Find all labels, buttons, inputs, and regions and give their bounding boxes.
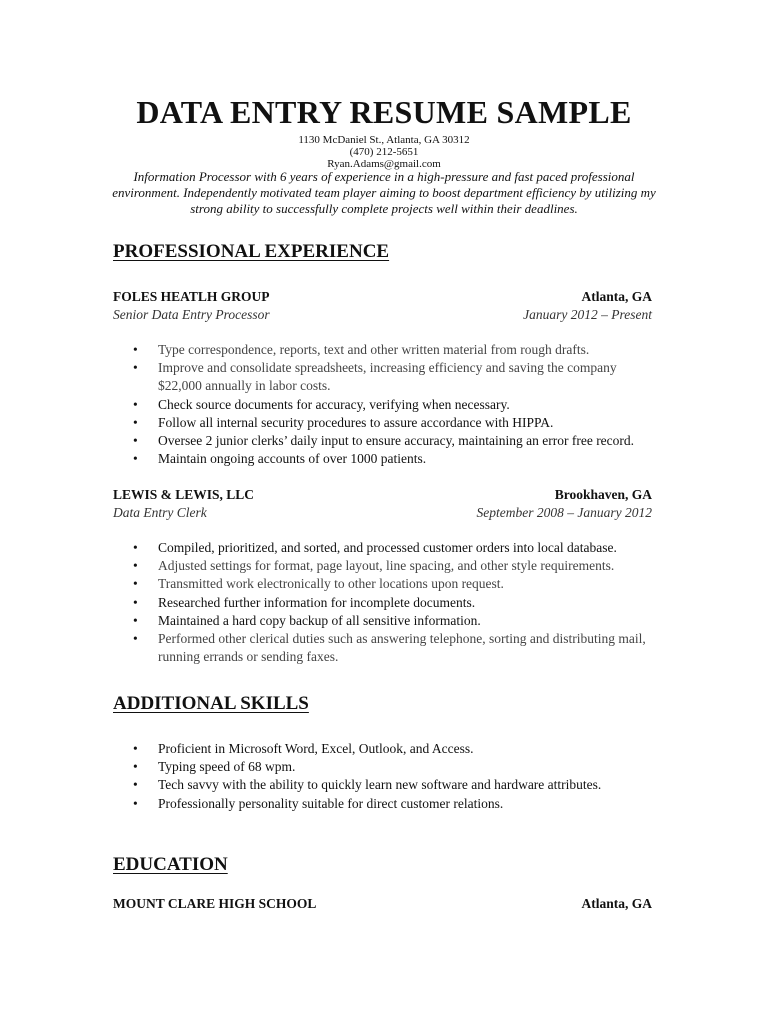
list-item: • Improve and consolidate spreadsheets, increasing efficiency and saving the company $22,000 annually in labor costs.	[130, 359, 660, 395]
job-subheader-2	[113, 504, 652, 522]
list-item: • Performed other clerical duties such as answering telephone, sorting and distributing mail, running errands or sending faxes.	[130, 630, 660, 666]
professional-summary: Information Processor with 6 years of experience in a high-pressure and fast paced professional environment. Independently motivated team player aiming to boost department efficiency by utilizing my strong ability to successfully complete projects well within their deadlines.	[112, 169, 656, 216]
job-subheader-1	[113, 306, 652, 324]
job-header-1	[113, 288, 652, 306]
contact-email: Ryan.Adams@gmail.com	[327, 158, 441, 170]
list-item: • Oversee 2 junior clerks’ daily input to ensure accuracy, maintaining an error free record.	[130, 432, 660, 450]
education-row	[113, 895, 652, 913]
employer-name: LEWIS & LEWIS, LLC	[113, 487, 255, 502]
list-item: • Adjusted settings for format, page layout, line spacing, and other style requirements.	[130, 557, 660, 575]
list-item: • Proficient in Microsoft Word, Excel, Outlook, and Access.	[130, 740, 660, 758]
section-heading-education: EDUCATION	[113, 854, 228, 875]
list-item: • Transmitted work electronically to other locations upon request.	[130, 575, 660, 593]
job-dates: January 2012 – Present	[523, 307, 652, 322]
job-header-2	[113, 486, 652, 504]
resume-title: DATA ENTRY RESUME SAMPLE	[136, 94, 632, 130]
list-item: • Maintain ongoing accounts of over 1000 patients.	[130, 450, 660, 468]
job-location: Brookhaven, GA	[554, 487, 652, 502]
list-item: • Type correspondence, reports, text and other written material from rough drafts.	[130, 341, 660, 359]
list-item: • Follow all internal security procedures to assure accordance with HIPPA.	[130, 414, 660, 432]
list-item: • Check source documents for accuracy, verifying when necessary.	[130, 396, 660, 414]
employer-name: FOLES HEATLH GROUP	[113, 289, 270, 304]
job-role: Data Entry Clerk	[113, 505, 207, 520]
contact-phone: (470) 212-5651	[349, 146, 419, 158]
list-item: • Tech savvy with the ability to quickly learn new software and hardware attributes.	[130, 776, 660, 794]
job-1-bullets	[130, 341, 660, 468]
job-dates: September 2008 – January 2012	[476, 505, 652, 520]
skills-bullets	[130, 740, 660, 813]
list-item: • Compiled, prioritized, and sorted, and processed customer orders into local database.	[130, 539, 660, 557]
list-item: • Maintained a hard copy backup of all sensitive information.	[130, 612, 660, 630]
job-role: Senior Data Entry Processor	[113, 307, 270, 322]
section-heading-experience: PROFESSIONAL EXPERIENCE	[113, 241, 390, 262]
school-location: Atlanta, GA	[581, 896, 652, 911]
list-item: • Typing speed of 68 wpm.	[130, 758, 660, 776]
list-item: • Professionally personality suitable for direct customer relations.	[130, 795, 660, 813]
section-heading-skills: ADDITIONAL SKILLS	[113, 693, 309, 714]
school-name: MOUNT CLARE HIGH SCHOOL	[113, 896, 317, 911]
job-location: Atlanta, GA	[581, 289, 652, 304]
contact-address: 1130 McDaniel St., Atlanta, GA 30312	[298, 134, 470, 146]
job-2-bullets	[130, 539, 660, 666]
list-item: • Researched further information for incomplete documents.	[130, 594, 660, 612]
